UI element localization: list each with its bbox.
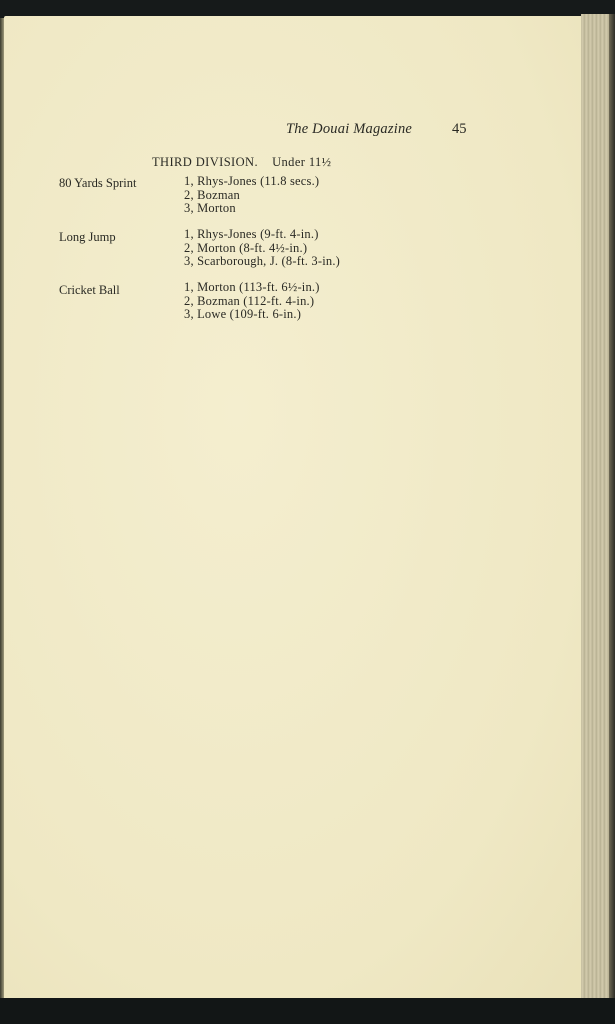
event-name: Long Jump xyxy=(59,230,116,244)
result-line: 2, Morton (8-ft. 4½-in.) xyxy=(184,241,308,255)
background-shadow xyxy=(0,998,615,1024)
page-number: 45 xyxy=(452,121,467,137)
result-line: 1, Rhys-Jones (11.8 secs.) xyxy=(184,174,320,188)
division-heading: THIRD DIVISION. Under 11½ xyxy=(152,155,332,169)
event-name: Cricket Ball xyxy=(59,283,120,297)
event-name: 80 Yards Sprint xyxy=(59,176,137,190)
result-line: 3, Morton xyxy=(184,201,236,215)
running-header-title: The Douai Magazine xyxy=(286,121,413,137)
result-line: 3, Lowe (109-ft. 6-in.) xyxy=(184,307,302,321)
result-line: 1, Rhys-Jones (9-ft. 4-in.) xyxy=(184,227,319,241)
result-line: 3, Scarborough, J. (8-ft. 3-in.) xyxy=(184,254,341,268)
result-line: 2, Bozman (112-ft. 4-in.) xyxy=(184,294,315,308)
page-stack-edges xyxy=(581,14,615,1000)
result-line: 2, Bozman xyxy=(184,188,240,202)
result-line: 1, Morton (113-ft. 6½-in.) xyxy=(184,280,320,294)
